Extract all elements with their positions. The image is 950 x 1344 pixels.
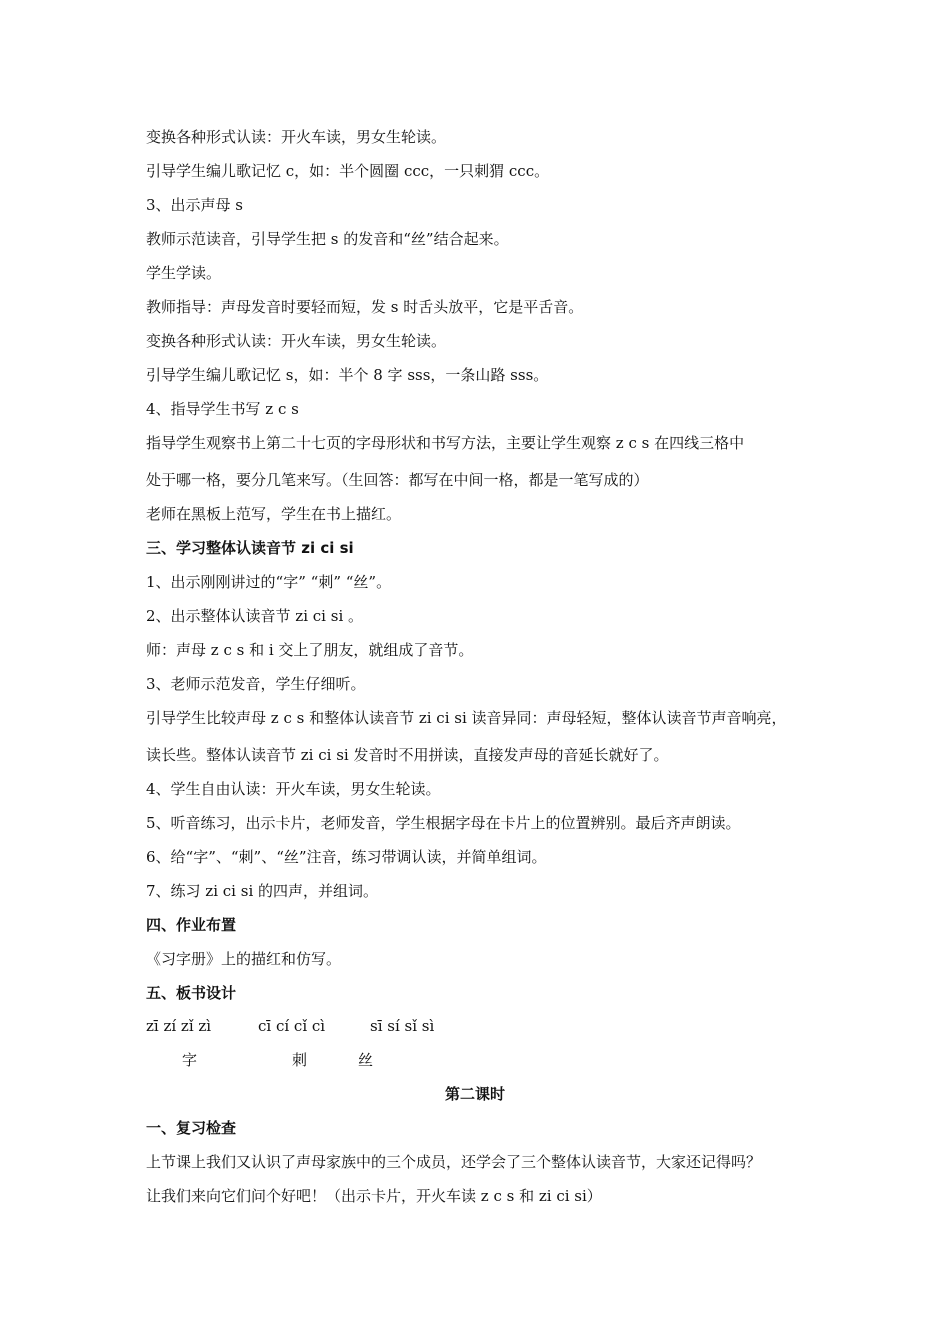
section-heading: 一、复习检查 [146,1119,237,1137]
paragraph: 5、听音练习，出示卡片，老师发音，学生根据字母在卡片上的位置辨别。最后齐声朗读。 [146,814,741,832]
board-pinyin-z: zī zí zǐ zì [146,1017,212,1035]
paragraph: 2、出示整体认读音节 zi ci si 。 [146,607,364,625]
paragraph: 引导学生编儿歌记忆 s，如：半个 8 字 sss，一条山路 sss。 [146,366,549,384]
section-heading: 五、板书设计 [146,984,237,1002]
board-pinyin-s: sī sí sǐ sì [370,1017,435,1035]
paragraph: 上节课上我们又认识了声母家族中的三个成员，还学会了三个整体认读音节，大家还记得吗？ [146,1153,762,1171]
paragraph: 4、指导学生书写 z c s [146,400,299,418]
paragraph: 读长些。整体认读音节 zi ci si 发音时不用拼读，直接发声母的音延长就好了。 [146,746,669,764]
board-char-si: 丝 [358,1051,374,1069]
paragraph: 1、出示刚刚讲过的“字” “刺” “丝”。 [146,573,392,591]
paragraph: 教师指导：声母发音时要轻而短，发 s 时舌头放平，它是平舌音。 [146,298,584,316]
paragraph: 让我们来向它们问个好吧！（出示卡片，开火车读 z c s 和 zi ci si） [146,1187,602,1205]
paragraph: 7、练习 zi ci si 的四声，并组词。 [146,882,379,900]
paragraph: 6、给“字”、“刺”、“丝”注音，练习带调认读，并简单组词。 [146,848,547,866]
section-heading: 四、作业布置 [146,916,237,934]
board-char-ci: 刺 [292,1051,308,1069]
paragraph: 处于哪一格，要分几笔来写。（生回答：都写在中间一格，都是一笔写成的） [146,471,649,489]
paragraph: 变换各种形式认读：开火车读，男女生轮读。 [146,128,447,146]
board-pinyin-c: cī cí cǐ cì [258,1017,326,1035]
paragraph: 4、学生自由认读：开火车读，男女生轮读。 [146,780,441,798]
paragraph: 老师在黑板上范写，学生在书上描红。 [146,505,402,523]
paragraph: 指导学生观察书上第二十七页的字母形状和书写方法，主要让学生观察 z c s 在四线三格中 [146,434,745,452]
paragraph: 教师示范读音，引导学生把 s 的发音和“丝”结合起来。 [146,230,509,248]
paragraph: 《习字册》上的描红和仿写。 [146,950,342,968]
paragraph: 变换各种形式认读：开火车读，男女生轮读。 [146,332,447,350]
lesson-title: 第二课时 [444,1085,505,1103]
board-char-zi: 字 [182,1051,198,1069]
paragraph: 引导学生比较声母 z c s 和整体认读音节 zi ci si 读音异同：声母轻短，整体认读音节声音响亮， [146,709,787,727]
paragraph: 3、老师示范发音，学生仔细听。 [146,675,366,693]
paragraph: 引导学生编儿歌记忆 c，如：半个圆圈 ccc，一只刺猬 ccc。 [146,162,550,180]
paragraph: 师：声母 z c s 和 i 交上了朋友，就组成了音节。 [146,641,474,659]
paragraph: 3、出示声母 s [146,196,244,214]
section-heading: 三、学习整体认读音节 zi ci si [146,539,354,557]
paragraph: 学生学读。 [146,264,222,282]
